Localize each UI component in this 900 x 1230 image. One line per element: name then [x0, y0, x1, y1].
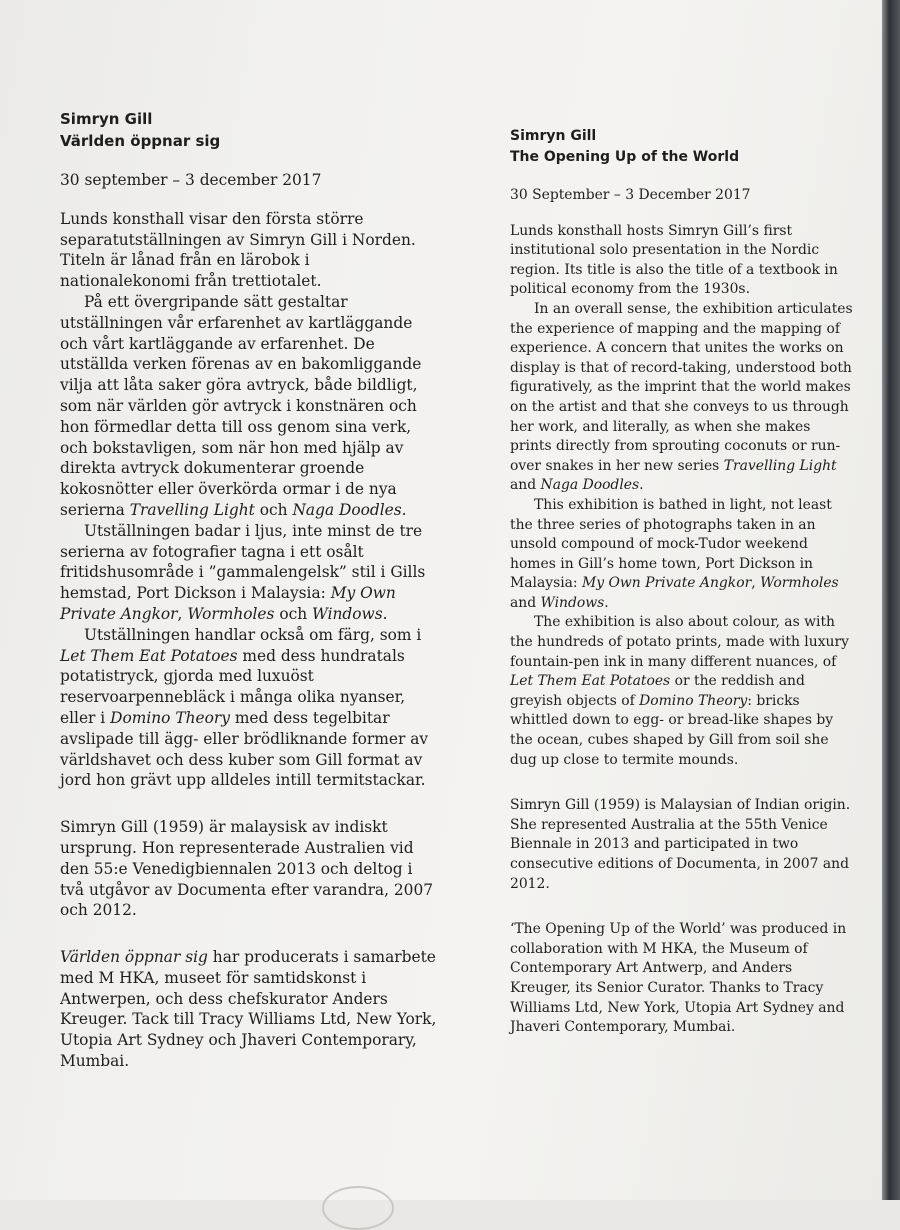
paragraph-mapping-en: In an overall sense, the exhibition articulates the experience of mapping and the mapping of experience. A concern that unites the works on display is that of record-taking, understood both figuratively, as the imprint that the world makes on the artist and that she conveys to us through her work, and literally, as when she makes prints directly from sprouting coconuts or run-over snakes in her new series Travelling Light and Naga Doodles.	[510, 300, 853, 494]
paragraph-bio-en: Simryn Gill (1959) is Malaysian of Indian origin. She represented Australia at the 55th Venice Biennale in 2013 and participated in two consecutive editions of Documenta, in 2007 and 2012.	[510, 797, 851, 892]
paragraph-intro-sv: Lunds konsthall visar den första större separatutställningen av Simryn Gill i Norden. Titeln är lånad från en lärobok i nationalekonomi från trettiotalet.	[60, 209, 416, 291]
exhibition-title-en: The Opening Up of the World	[510, 149, 740, 165]
exhibition-dates-en: 30 September – 3 December 2017	[510, 187, 751, 203]
paragraph-bio-sv: Simryn Gill (1959) är malaysisk av indiskt ursprung. Hon representerade Australien vid den 55:e Venedigbiennalen 2013 och deltog i två utgåvor av Documenta efter varandra, 2007 och 2012.	[60, 818, 434, 920]
exhibition-dates-sv: 30 september – 3 december 2017	[60, 171, 322, 189]
paragraph-credits-sv: Världen öppnar sig har producerats i samarbete med M HKA, museet för samtidskonst i Antwerpen, och dess chefskurator Anders Kreuger. Tack till Tracy Williams Ltd, New York, Utopia Art Sydney och Jhaveri Contemporary, Mumbai.	[60, 948, 437, 1071]
paragraph-light-en: This exhibition is bathed in light, not least the three series of photographs taken in an unsold compound of mock-Tudor weekend homes in Gill’s home town, Port Dickson in Malaysia: My Own Private Angkor, Wormholes and Windows.	[510, 496, 839, 611]
paragraph-intro-en: Lunds konsthall hosts Simryn Gill’s first institutional solo presentation in the Nordic region. Its title is also the title of a textbook in political economy from the 1930s.	[510, 222, 838, 298]
paragraph-mapping-sv: På ett övergripande sätt gestaltar utställningen vår erfarenhet av kartläggande och vårt kartläggande av erfarenhet. De utställda verken förenas av en bakomliggande vilja att låta saker göra avtryck, både bildligt, som när världen gör avtryck i konstnären och hon förmedlar detta till oss genom sina verk, och bokstavligen, som när hon med hjälp av direkta avtryck dokumenterar groende kokosnötter eller överkörda ormar i de nya serierna Travelling Light och Naga Doodles.	[60, 292, 422, 519]
wall-fixture-ring	[322, 1186, 394, 1230]
exhibition-title-sv: Världen öppnar sig	[60, 132, 221, 150]
swedish-text-column	[60, 108, 440, 1072]
english-text-column	[510, 126, 855, 1038]
paragraph-credits-en: ‘The Opening Up of the World’ was produced in collaboration with M HKA, the Museum of Contemporary Art Antwerp, and Anders Kreuger, its Senior Curator. Thanks to Tracy Williams Ltd, New York, Utopia Art Sydney and Jhaveri Contemporary, Mumbai.	[510, 921, 847, 1036]
artist-name-en: Simryn Gill	[510, 128, 597, 144]
artist-name-sv: Simryn Gill	[60, 110, 153, 128]
paragraph-colour-en: The exhibition is also about colour, as with the hundreds of potato prints, made with luxury fountain-pen ink in many different nuances, of Let Them Eat Potatoes or the reddish and greyish objects of Domino Theory: bricks whittled down to egg- or bread-like shapes by the ocean, cubes shaped by Gill from soil she dug up close to termite mounds.	[510, 614, 849, 768]
frame-edge	[882, 0, 900, 1200]
paragraph-light-sv: Utställningen badar i ljus, inte minst de tre serierna av fotografier tagna i ett osålt fritidshusområde i ”gammalengelsk” stil i Gills hemstad, Port Dickson i Malaysia: My Own Private Angkor, Wormholes och Windows.	[60, 521, 426, 623]
paragraph-colour-sv: Utställningen handlar också om färg, som i Let Them Eat Potatoes med dess hundratals potatistryck, gjorda med luxuöst reservoarpennebläck i många olika nyanser, eller i Domino Theory med dess tegelbitar avslipade till ägg- eller brödliknande former av världshavet och dess kuber som Gill format av jord hon grävt upp alldeles intill termitstackar.	[60, 625, 429, 790]
